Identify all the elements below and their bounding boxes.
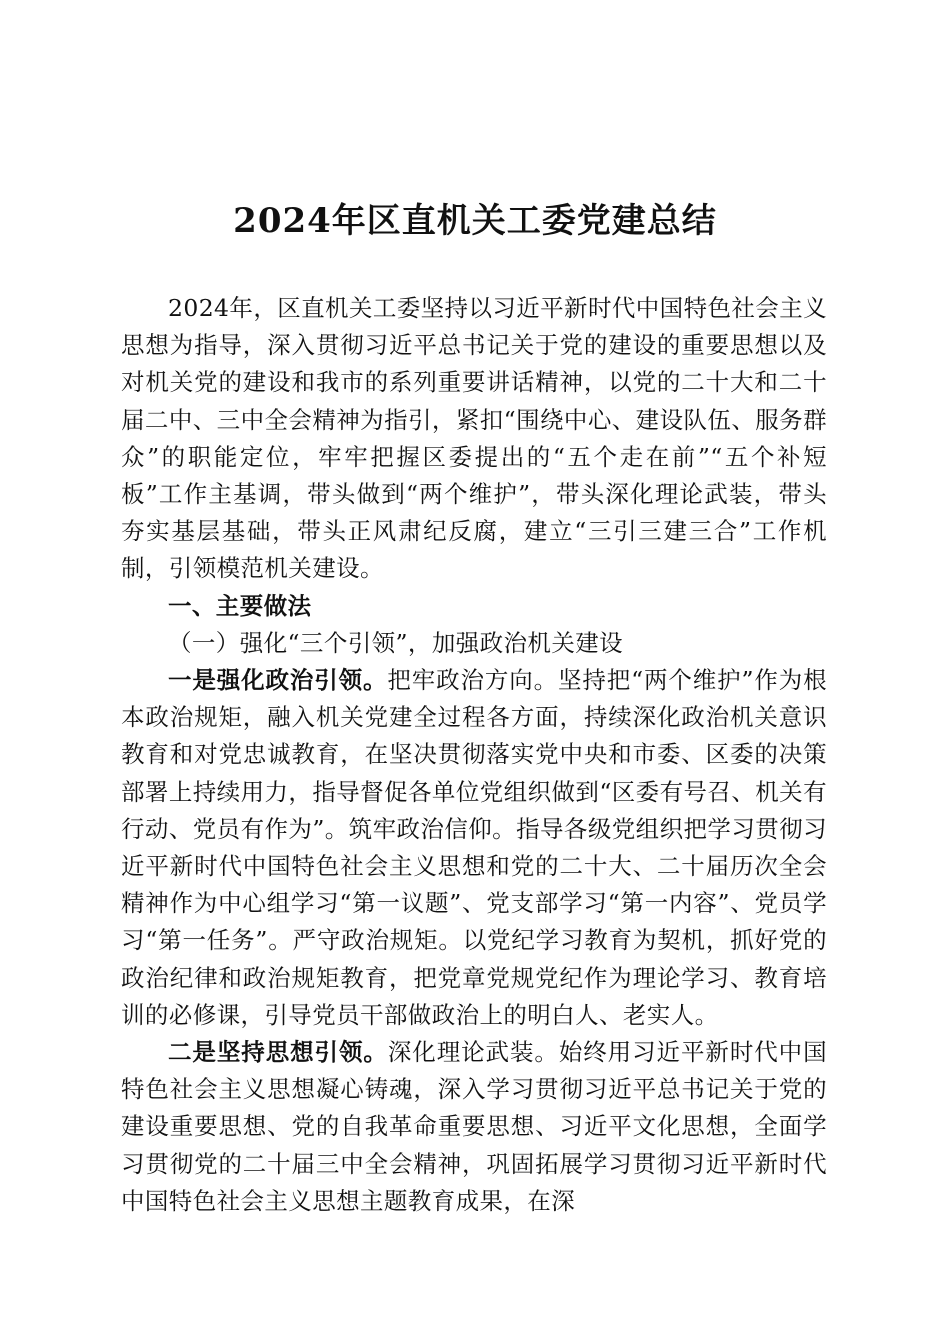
- section-heading: 一、主要做法: [168, 591, 312, 620]
- document-body: [121, 290, 827, 1220]
- body-paragraph-1: [121, 662, 827, 1034]
- paragraph-lead: 二是坚持思想引领。: [168, 1038, 388, 1067]
- intro-paragraph: 2024年，区直机关工委坚持以习近平新时代中国特色社会主义思想为指导，深入贯彻习近平总书记关于党的建设的重要思想以及对机关党的建设和我市的系列重要讲话精神，以党的二十大和二十届二中、三中全会精神为指引，紧扣“围绕中心、建设队伍、服务群众”的职能定位，牢牢把握区委提出的“五个走在前”“五个补短板”工作主基调，带头做到“两个维护”，带头深化理论武装，带头夯实基层基础，带头正风肃纪反腐，建立“三引三建三合”工作机制，引领模范机关建设。: [121, 294, 827, 583]
- paragraph-text: 把牢政治方向。坚持把“两个维护”作为根本政治规矩，融入机关党建全过程各方面，持续深化政治机关意识教育和对党忠诚教育，在坚决贯彻落实党中央和市委、区委的决策部署上持续用力，指导督促各单位党组织做到“区委有号召、机关有行动、党员有作为”。筑牢政治信仰。指导各级党组织把学习贯彻习近平新时代中国特色社会主义思想和党的二十大、二十届历次全会精神作为中心组学习“第一议题”、党支部学习“第一内容”、党员学习“第一任务”。严守政治规矩。以党纪学习教育为契机，抓好党的政治纪律和政治规矩教育，把党章党规党纪作为理论学习、教育培训的必修课，引导党员干部做政治上的明白人、老实人。: [121, 666, 827, 1029]
- subsection-heading: （一）强化“三个引领”，加强政治机关建设: [168, 628, 624, 657]
- paragraph-lead: 一是强化政治引领。: [168, 666, 388, 695]
- body-paragraph-2: [121, 1034, 827, 1220]
- document-title: 2024年区直机关工委党建总结: [233, 201, 717, 241]
- paragraph-text: 深化理论武装。始终用习近平新时代中国特色社会主义思想凝心铸魂，深入学习贯彻习近平总书记关于党的建设重要思想、党的自我革命重要思想、习近平文化思想，全面学习贯彻党的二十届三中全会精神，巩固拓展学习贯彻习近平新时代中国特色社会主义思想主题教育成果，在深: [121, 1038, 827, 1215]
